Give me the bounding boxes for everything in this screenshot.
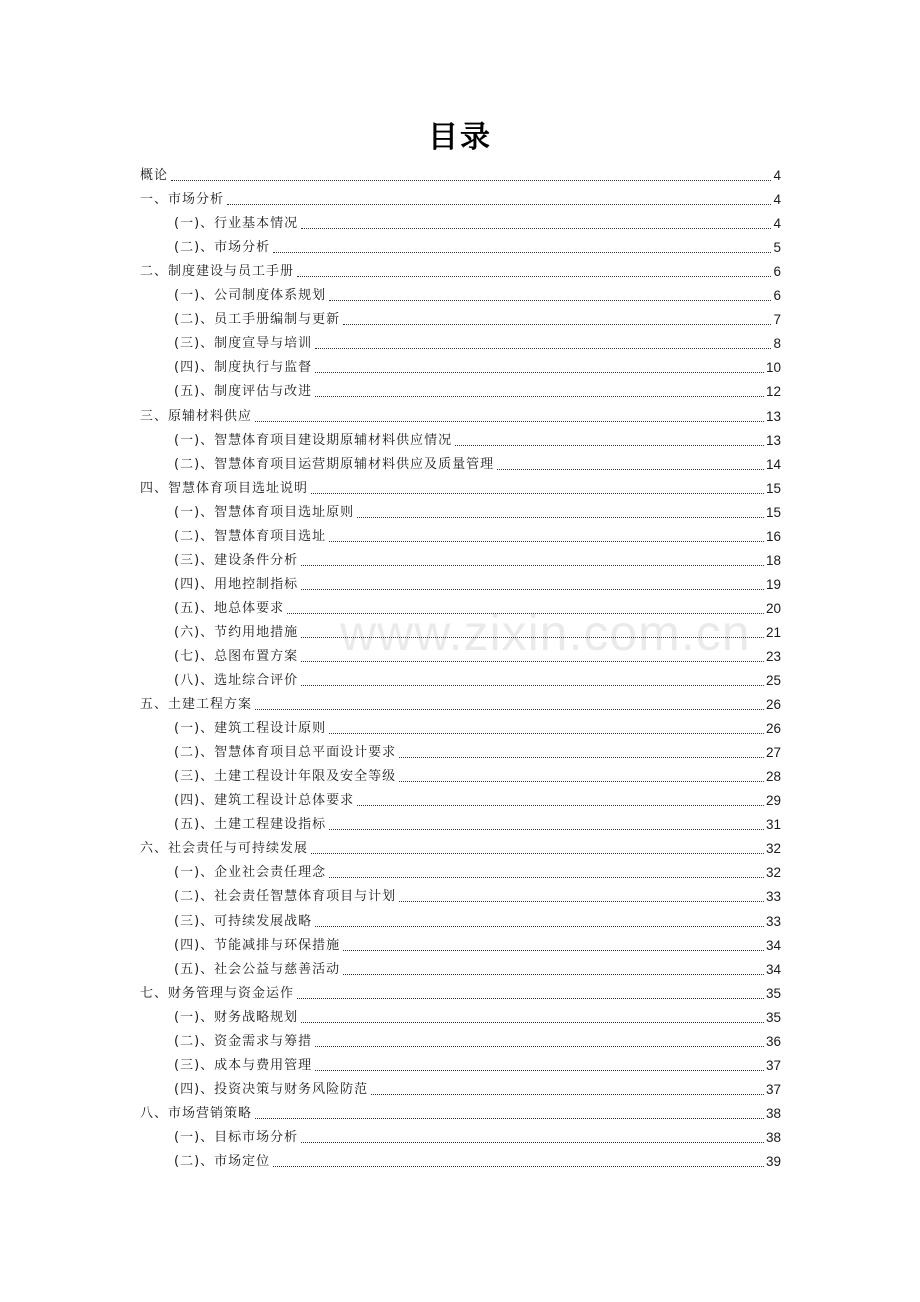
toc-entry-page-number: 15 xyxy=(765,504,781,520)
toc-entry[interactable] xyxy=(140,809,781,833)
toc-entry-label: (三)、可持续发展战略 xyxy=(174,913,313,929)
toc-entry-page-number: 13 xyxy=(765,432,781,448)
toc-entry[interactable] xyxy=(140,1050,781,1074)
toc-entry-label: (二)、社会责任智慧体育项目与计划 xyxy=(174,889,397,905)
toc-entry-page-number: 25 xyxy=(765,673,781,689)
toc-entry-label: (一)、目标市场分析 xyxy=(174,1129,299,1145)
toc-entry-label: (二)、智慧体育项目运营期原辅材料供应及质量管理 xyxy=(174,456,495,472)
toc-dot-leader xyxy=(315,346,771,349)
toc-entry[interactable] xyxy=(140,1122,781,1146)
toc-dot-leader xyxy=(255,1116,764,1119)
toc-entry-page-number: 26 xyxy=(765,721,781,737)
toc-entry-page-number: 38 xyxy=(765,1105,781,1121)
toc-dot-leader xyxy=(399,779,764,782)
toc-entry[interactable] xyxy=(140,184,781,208)
toc-dot-leader xyxy=(297,274,771,277)
toc-entry-page-number: 35 xyxy=(765,985,781,1001)
toc-dot-leader xyxy=(329,539,764,542)
toc-entry[interactable] xyxy=(140,641,781,665)
toc-entry[interactable] xyxy=(140,521,781,545)
toc-entry-label: (三)、成本与费用管理 xyxy=(174,1057,313,1073)
toc-entry[interactable] xyxy=(140,930,781,954)
toc-entry[interactable] xyxy=(140,232,781,256)
toc-entry-page-number: 16 xyxy=(765,528,781,544)
toc-entry-label: (二)、智慧体育项目总平面设计要求 xyxy=(174,745,397,761)
toc-dot-leader xyxy=(255,707,764,710)
toc-dot-leader xyxy=(315,1068,764,1071)
toc-dot-leader xyxy=(315,394,764,397)
toc-entry-label: 六、社会责任与可持续发展 xyxy=(140,841,309,857)
toc-dot-leader xyxy=(329,875,764,878)
toc-dot-leader xyxy=(315,924,764,927)
toc-entry[interactable] xyxy=(140,160,781,184)
toc-entry-label: (一)、财务战略规划 xyxy=(174,1009,299,1025)
toc-entry[interactable] xyxy=(140,689,781,713)
toc-dot-leader xyxy=(455,443,764,446)
toc-entry-page-number: 6 xyxy=(773,288,781,304)
toc-entry[interactable] xyxy=(140,280,781,304)
toc-entry-page-number: 26 xyxy=(765,697,781,713)
toc-entry-page-number: 19 xyxy=(765,576,781,592)
toc-entry-label: 八、市场营销策略 xyxy=(140,1105,253,1121)
toc-entry-page-number: 35 xyxy=(765,1009,781,1025)
toc-entry[interactable] xyxy=(140,256,781,280)
toc-dot-leader xyxy=(315,370,764,373)
page-title: 目录 xyxy=(428,120,492,155)
toc-entry-label: (五)、社会公益与慈善活动 xyxy=(174,961,341,977)
toc-entry-label: (三)、土建工程设计年限及安全等级 xyxy=(174,769,397,785)
toc-entry-page-number: 5 xyxy=(773,240,781,256)
toc-entry[interactable] xyxy=(140,545,781,569)
toc-entry-label: 七、财务管理与资金运作 xyxy=(140,985,295,1001)
toc-entry-page-number: 31 xyxy=(765,817,781,833)
toc-entry-page-number: 8 xyxy=(773,336,781,352)
toc-entry[interactable] xyxy=(140,1146,781,1170)
toc-entry-page-number: 14 xyxy=(765,456,781,472)
toc-entry-page-number: 28 xyxy=(765,769,781,785)
toc-entry[interactable] xyxy=(140,352,781,376)
toc-entry-label: 二、制度建设与员工手册 xyxy=(140,264,295,280)
toc-dot-leader xyxy=(343,322,771,325)
toc-entry[interactable] xyxy=(140,400,781,424)
toc-entry-page-number: 13 xyxy=(765,408,781,424)
toc-entry[interactable] xyxy=(140,905,781,929)
toc-entry-label: (一)、行业基本情况 xyxy=(174,216,299,232)
toc-dot-leader xyxy=(311,491,764,494)
toc-list xyxy=(140,160,781,1170)
toc-entry[interactable] xyxy=(140,857,781,881)
toc-dot-leader xyxy=(301,563,764,566)
toc-dot-leader xyxy=(329,731,764,734)
toc-entry[interactable] xyxy=(140,617,781,641)
toc-entry-page-number: 33 xyxy=(765,913,781,929)
toc-dot-leader xyxy=(301,635,764,638)
toc-entry[interactable] xyxy=(140,1026,781,1050)
toc-entry-label: (四)、制度执行与监督 xyxy=(174,360,313,376)
toc-entry-label: 三、原辅材料供应 xyxy=(140,408,253,424)
toc-entry[interactable] xyxy=(140,954,781,978)
toc-entry-page-number: 32 xyxy=(765,865,781,881)
toc-entry[interactable] xyxy=(140,569,781,593)
toc-entry-page-number: 39 xyxy=(765,1153,781,1169)
toc-dot-leader xyxy=(171,178,771,181)
toc-dot-leader xyxy=(301,659,764,662)
toc-dot-leader xyxy=(301,587,764,590)
toc-entry[interactable] xyxy=(140,328,781,352)
toc-entry-label: (二)、市场定位 xyxy=(174,1153,271,1169)
toc-dot-leader xyxy=(301,226,771,229)
toc-entry-label: 四、智慧体育项目选址说明 xyxy=(140,480,309,496)
watermark: www.zixin.com.cn xyxy=(340,605,751,661)
toc-entry[interactable] xyxy=(140,593,781,617)
toc-entry-label: 概论 xyxy=(140,168,169,184)
toc-entry[interactable] xyxy=(140,449,781,473)
toc-entry[interactable] xyxy=(140,208,781,232)
toc-entry-label: (二)、资金需求与筹措 xyxy=(174,1033,313,1049)
toc-entry-label: (五)、制度评估与改进 xyxy=(174,384,313,400)
toc-dot-leader xyxy=(399,755,764,758)
toc-entry[interactable] xyxy=(140,497,781,521)
toc-entry-page-number: 34 xyxy=(765,937,781,953)
toc-dot-leader xyxy=(301,1140,764,1143)
toc-entry-page-number: 32 xyxy=(765,841,781,857)
toc-entry-page-number: 37 xyxy=(765,1057,781,1073)
toc-entry[interactable] xyxy=(140,1074,781,1098)
toc-entry-page-number: 4 xyxy=(773,192,781,208)
toc-entry-page-number: 10 xyxy=(765,360,781,376)
toc-entry-label: (一)、企业社会责任理念 xyxy=(174,865,327,881)
toc-dot-leader xyxy=(301,1020,764,1023)
toc-entry-label: (一)、建筑工程设计原则 xyxy=(174,721,327,737)
toc-entry-label: (一)、公司制度体系规划 xyxy=(174,288,327,304)
toc-entry-label: (二)、市场分析 xyxy=(174,240,271,256)
toc-entry[interactable] xyxy=(140,1002,781,1026)
toc-entry-label: (三)、建设条件分析 xyxy=(174,552,299,568)
toc-entry-page-number: 23 xyxy=(765,648,781,664)
toc-entry-label: (四)、节能减排与环保措施 xyxy=(174,937,341,953)
toc-entry[interactable] xyxy=(140,713,781,737)
toc-entry[interactable] xyxy=(140,881,781,905)
toc-entry-page-number: 36 xyxy=(765,1033,781,1049)
toc-dot-leader xyxy=(273,250,771,253)
toc-entry-page-number: 38 xyxy=(765,1129,781,1145)
toc-entry-label: (八)、选址综合评价 xyxy=(174,673,299,689)
toc-entry[interactable] xyxy=(140,304,781,328)
toc-entry-label: 五、土建工程方案 xyxy=(140,697,253,713)
toc-dot-leader xyxy=(399,899,764,902)
toc-dot-leader xyxy=(357,803,764,806)
toc-dot-leader xyxy=(497,467,764,470)
toc-entry-label: (四)、用地控制指标 xyxy=(174,576,299,592)
toc-entry-label: (四)、投资决策与财务风险防范 xyxy=(174,1081,369,1097)
toc-entry[interactable] xyxy=(140,425,781,449)
toc-entry-page-number: 33 xyxy=(765,889,781,905)
toc-entry-label: (二)、智慧体育项目选址 xyxy=(174,528,327,544)
toc-entry-page-number: 12 xyxy=(765,384,781,400)
toc-entry[interactable] xyxy=(140,833,781,857)
toc-entry-page-number: 27 xyxy=(765,745,781,761)
toc-entry-label: (一)、智慧体育项目选址原则 xyxy=(174,504,355,520)
toc-dot-leader xyxy=(371,1092,764,1095)
toc-dot-leader xyxy=(227,202,771,205)
toc-entry-label: (一)、智慧体育项目建设期原辅材料供应情况 xyxy=(174,432,453,448)
toc-entry-page-number: 37 xyxy=(765,1081,781,1097)
toc-dot-leader xyxy=(273,1164,764,1167)
toc-dot-leader xyxy=(343,948,764,951)
toc-entry-page-number: 7 xyxy=(773,312,781,328)
toc-entry[interactable] xyxy=(140,665,781,689)
toc-entry-page-number: 18 xyxy=(765,552,781,568)
toc-entry-label: (六)、节约用地措施 xyxy=(174,624,299,640)
toc-dot-leader xyxy=(315,1044,764,1047)
toc-entry-page-number: 4 xyxy=(773,216,781,232)
toc-entry-page-number: 34 xyxy=(765,961,781,977)
toc-dot-leader xyxy=(301,683,764,686)
toc-entry-page-number: 6 xyxy=(773,264,781,280)
toc-dot-leader xyxy=(311,851,764,854)
toc-entry[interactable] xyxy=(140,761,781,785)
toc-entry-label: (二)、员工手册编制与更新 xyxy=(174,312,341,328)
toc-entry-label: (五)、地总体要求 xyxy=(174,600,285,616)
toc-entry-label: (七)、总图布置方案 xyxy=(174,648,299,664)
toc-dot-leader xyxy=(255,419,764,422)
toc-entry[interactable] xyxy=(140,978,781,1002)
toc-entry-page-number: 20 xyxy=(765,600,781,616)
toc-dot-leader xyxy=(297,996,764,999)
toc-entry[interactable] xyxy=(140,1098,781,1122)
toc-entry-page-number: 21 xyxy=(765,624,781,640)
toc-entry-label: (四)、建筑工程设计总体要求 xyxy=(174,793,355,809)
toc-entry[interactable] xyxy=(140,737,781,761)
toc-dot-leader xyxy=(329,298,771,301)
toc-entry-label: (五)、土建工程建设指标 xyxy=(174,817,327,833)
toc-entry[interactable] xyxy=(140,785,781,809)
toc-dot-leader xyxy=(357,515,764,518)
toc-entry-page-number: 29 xyxy=(765,793,781,809)
toc-entry-label: 一、市场分析 xyxy=(140,192,225,208)
toc-entry-page-number: 15 xyxy=(765,480,781,496)
toc-entry[interactable] xyxy=(140,376,781,400)
toc-dot-leader xyxy=(343,972,764,975)
toc-entry[interactable] xyxy=(140,473,781,497)
toc-dot-leader xyxy=(329,827,764,830)
toc-dot-leader xyxy=(287,611,764,614)
toc-entry-page-number: 4 xyxy=(773,168,781,184)
toc-entry-label: (三)、制度宣导与培训 xyxy=(174,336,313,352)
